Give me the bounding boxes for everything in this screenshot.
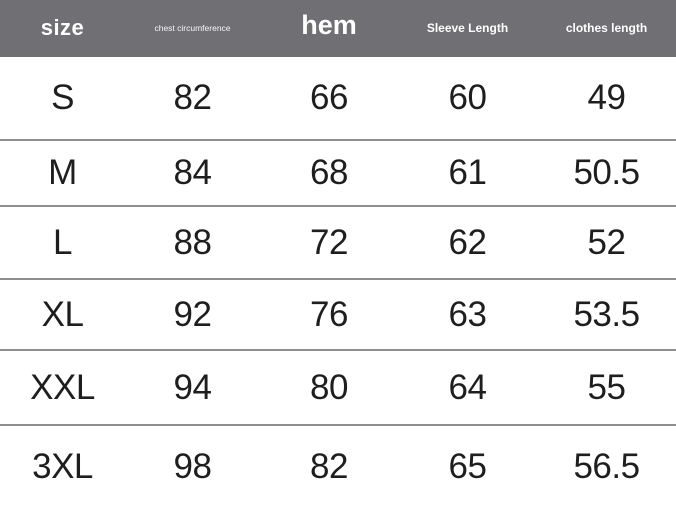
table-row bbox=[0, 278, 676, 349]
cell-sleeve: 63 bbox=[448, 294, 487, 334]
cell-chest: 88 bbox=[173, 222, 212, 262]
header-cell-clothes-length: clothes length bbox=[565, 20, 648, 35]
cell-chest: 82 bbox=[173, 78, 212, 117]
cell-chest: 98 bbox=[173, 447, 212, 486]
table-row bbox=[0, 349, 676, 424]
cell-size: S bbox=[51, 78, 74, 117]
cell-hem: 80 bbox=[310, 367, 348, 407]
cell-length: 55 bbox=[587, 367, 626, 407]
cell-sleeve: 60 bbox=[448, 78, 487, 117]
cell-hem: 72 bbox=[310, 222, 348, 262]
cell-length: 50.5 bbox=[573, 153, 640, 192]
cell-length: 52 bbox=[587, 222, 626, 262]
cell-sleeve: 64 bbox=[448, 367, 487, 407]
table-row bbox=[0, 57, 676, 139]
cell-hem: 66 bbox=[310, 78, 348, 117]
table-row bbox=[0, 424, 676, 508]
table-row bbox=[0, 139, 676, 205]
cell-length: 56.5 bbox=[573, 447, 640, 486]
cell-size: 3XL bbox=[32, 447, 93, 486]
cell-chest: 84 bbox=[173, 153, 212, 192]
cell-length: 53.5 bbox=[573, 294, 640, 334]
header-cell-size: size bbox=[40, 14, 85, 40]
table-header bbox=[0, 0, 676, 57]
cell-size: M bbox=[48, 153, 77, 192]
table-row bbox=[0, 205, 676, 278]
cell-hem: 68 bbox=[310, 153, 348, 192]
cell-size: L bbox=[53, 222, 72, 262]
cell-sleeve: 61 bbox=[448, 153, 487, 192]
cell-hem: 82 bbox=[310, 447, 348, 486]
header-cell-chest-circumference: chest circumference bbox=[154, 22, 231, 33]
cell-hem: 76 bbox=[310, 294, 348, 334]
cell-length: 49 bbox=[587, 78, 626, 117]
cell-size: XL bbox=[41, 294, 84, 334]
header-cell-sleeve-length: Sleeve Length bbox=[426, 20, 509, 35]
cell-chest: 92 bbox=[173, 294, 212, 334]
cell-sleeve: 62 bbox=[448, 222, 487, 262]
cell-sleeve: 65 bbox=[448, 447, 487, 486]
cell-size: XXL bbox=[30, 367, 95, 407]
table-body bbox=[0, 57, 676, 508]
cell-chest: 94 bbox=[173, 367, 212, 407]
header-cell-hem: hem bbox=[301, 10, 357, 40]
